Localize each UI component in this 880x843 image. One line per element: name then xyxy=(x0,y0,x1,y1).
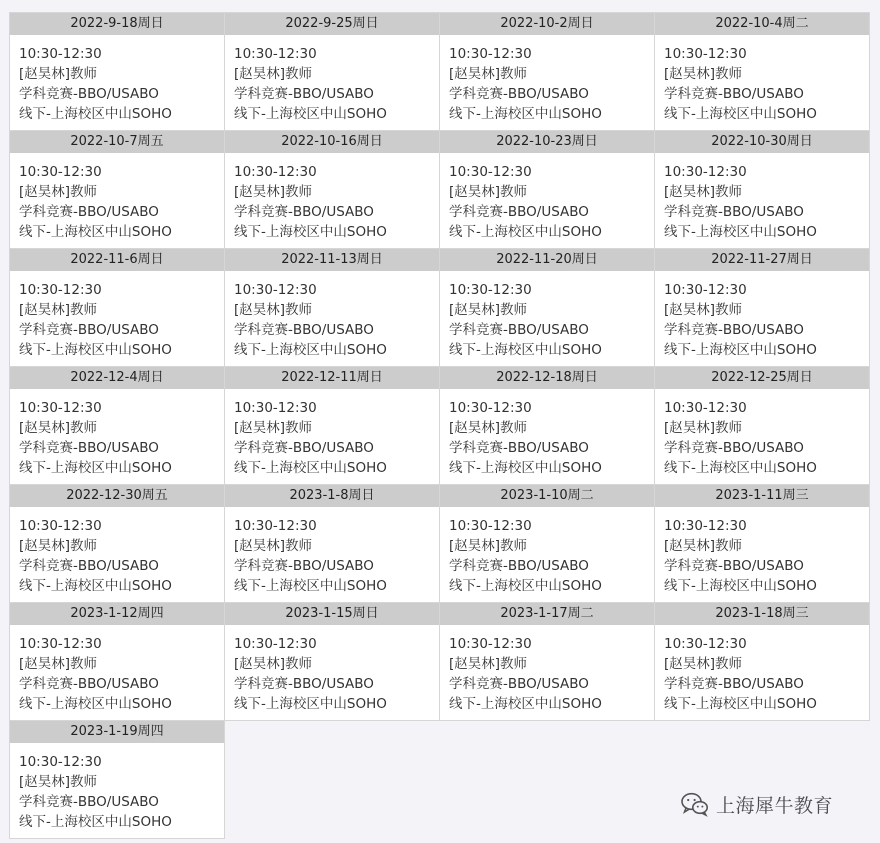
session-course: 学科竞赛-BBO/USABO xyxy=(19,204,159,220)
session-teacher: [赵昊林]教师 xyxy=(234,656,313,672)
session-details xyxy=(225,35,439,124)
schedule-cell xyxy=(224,484,440,603)
session-location: 线下-上海校区中山SOHO xyxy=(449,224,602,240)
schedule-cell xyxy=(439,484,655,603)
session-date: 2022-10-30周日 xyxy=(655,131,869,153)
session-location: 线下-上海校区中山SOHO xyxy=(449,696,602,712)
session-location: 线下-上海校区中山SOHO xyxy=(449,342,602,358)
session-date: 2022-12-25周日 xyxy=(655,367,869,389)
session-time: 10:30-12:30 xyxy=(19,282,102,298)
session-time: 10:30-12:30 xyxy=(664,164,747,180)
session-location: 线下-上海校区中山SOHO xyxy=(234,342,387,358)
session-time: 10:30-12:30 xyxy=(234,46,317,62)
session-date: 2022-12-18周日 xyxy=(440,367,654,389)
session-details xyxy=(655,153,869,242)
session-date: 2022-10-2周日 xyxy=(440,13,654,35)
schedule-cell xyxy=(654,484,870,603)
session-location: 线下-上海校区中山SOHO xyxy=(234,224,387,240)
session-details xyxy=(10,743,224,832)
session-time: 10:30-12:30 xyxy=(449,164,532,180)
session-teacher: [赵昊林]教师 xyxy=(19,184,98,200)
session-teacher: [赵昊林]教师 xyxy=(449,66,528,82)
session-details xyxy=(655,507,869,596)
session-course: 学科竞赛-BBO/USABO xyxy=(234,322,374,338)
session-date: 2023-1-17周二 xyxy=(440,603,654,625)
session-teacher: [赵昊林]教师 xyxy=(19,302,98,318)
session-date: 2023-1-8周日 xyxy=(225,485,439,507)
session-course: 学科竞赛-BBO/USABO xyxy=(449,440,589,456)
session-time: 10:30-12:30 xyxy=(234,282,317,298)
session-course: 学科竞赛-BBO/USABO xyxy=(19,322,159,338)
session-details xyxy=(225,389,439,478)
session-date: 2022-10-4周二 xyxy=(655,13,869,35)
session-time: 10:30-12:30 xyxy=(449,282,532,298)
session-teacher: [赵昊林]教师 xyxy=(449,302,528,318)
session-details xyxy=(440,389,654,478)
schedule-cell xyxy=(9,720,225,839)
session-details xyxy=(10,389,224,478)
session-course: 学科竞赛-BBO/USABO xyxy=(664,204,804,220)
session-location: 线下-上海校区中山SOHO xyxy=(19,342,172,358)
schedule-cell xyxy=(654,12,870,131)
session-location: 线下-上海校区中山SOHO xyxy=(19,224,172,240)
session-teacher: [赵昊林]教师 xyxy=(664,656,743,672)
session-details xyxy=(10,507,224,596)
session-location: 线下-上海校区中山SOHO xyxy=(664,342,817,358)
session-details xyxy=(655,389,869,478)
session-location: 线下-上海校区中山SOHO xyxy=(449,106,602,122)
session-course: 学科竞赛-BBO/USABO xyxy=(19,558,159,574)
session-teacher: [赵昊林]教师 xyxy=(19,656,98,672)
session-time: 10:30-12:30 xyxy=(19,400,102,416)
session-teacher: [赵昊林]教师 xyxy=(664,538,743,554)
session-time: 10:30-12:30 xyxy=(19,46,102,62)
session-date: 2022-11-13周日 xyxy=(225,249,439,271)
session-date: 2022-11-6周日 xyxy=(10,249,224,271)
session-teacher: [赵昊林]教师 xyxy=(449,184,528,200)
session-time: 10:30-12:30 xyxy=(664,46,747,62)
session-course: 学科竞赛-BBO/USABO xyxy=(449,322,589,338)
session-time: 10:30-12:30 xyxy=(664,282,747,298)
schedule-cell xyxy=(439,248,655,367)
session-date: 2022-11-27周日 xyxy=(655,249,869,271)
session-teacher: [赵昊林]教师 xyxy=(234,66,313,82)
schedule-cell xyxy=(9,248,225,367)
schedule-cell xyxy=(439,12,655,131)
session-teacher: [赵昊林]教师 xyxy=(19,538,98,554)
session-location: 线下-上海校区中山SOHO xyxy=(19,814,172,830)
session-date: 2022-12-4周日 xyxy=(10,367,224,389)
session-location: 线下-上海校区中山SOHO xyxy=(19,460,172,476)
session-teacher: [赵昊林]教师 xyxy=(234,302,313,318)
session-course: 学科竞赛-BBO/USABO xyxy=(234,86,374,102)
session-date: 2023-1-19周四 xyxy=(10,721,224,743)
schedule-cell xyxy=(654,130,870,249)
session-time: 10:30-12:30 xyxy=(664,518,747,534)
session-course: 学科竞赛-BBO/USABO xyxy=(19,440,159,456)
session-course: 学科竞赛-BBO/USABO xyxy=(19,676,159,692)
watermark-text: 上海犀牛教育 xyxy=(716,794,834,817)
session-details xyxy=(225,507,439,596)
schedule-cell xyxy=(9,484,225,603)
session-course: 学科竞赛-BBO/USABO xyxy=(449,676,589,692)
session-date: 2023-1-12周四 xyxy=(10,603,224,625)
session-course: 学科竞赛-BBO/USABO xyxy=(664,322,804,338)
session-date: 2022-9-25周日 xyxy=(225,13,439,35)
session-time: 10:30-12:30 xyxy=(234,518,317,534)
schedule-cell xyxy=(439,602,655,721)
session-teacher: [赵昊林]教师 xyxy=(19,66,98,82)
session-course: 学科竞赛-BBO/USABO xyxy=(449,204,589,220)
schedule-cell xyxy=(224,248,440,367)
session-course: 学科竞赛-BBO/USABO xyxy=(664,86,804,102)
session-teacher: [赵昊林]教师 xyxy=(664,66,743,82)
session-location: 线下-上海校区中山SOHO xyxy=(664,106,817,122)
schedule-cell xyxy=(224,602,440,721)
schedule-cell xyxy=(9,130,225,249)
session-location: 线下-上海校区中山SOHO xyxy=(664,578,817,594)
session-time: 10:30-12:30 xyxy=(449,46,532,62)
session-date: 2023-1-10周二 xyxy=(440,485,654,507)
schedule-cell xyxy=(654,366,870,485)
session-teacher: [赵昊林]教师 xyxy=(19,420,98,436)
session-course: 学科竞赛-BBO/USABO xyxy=(234,440,374,456)
session-date: 2022-9-18周日 xyxy=(10,13,224,35)
session-location: 线下-上海校区中山SOHO xyxy=(19,578,172,594)
session-date: 2023-1-15周日 xyxy=(225,603,439,625)
session-details xyxy=(10,153,224,242)
session-time: 10:30-12:30 xyxy=(234,636,317,652)
session-teacher: [赵昊林]教师 xyxy=(234,538,313,554)
session-course: 学科竞赛-BBO/USABO xyxy=(664,440,804,456)
session-course: 学科竞赛-BBO/USABO xyxy=(449,558,589,574)
session-location: 线下-上海校区中山SOHO xyxy=(234,106,387,122)
session-date: 2022-12-11周日 xyxy=(225,367,439,389)
schedule-cell xyxy=(439,130,655,249)
session-details xyxy=(225,625,439,714)
session-details xyxy=(440,35,654,124)
session-location: 线下-上海校区中山SOHO xyxy=(234,460,387,476)
session-location: 线下-上海校区中山SOHO xyxy=(664,460,817,476)
session-teacher: [赵昊林]教师 xyxy=(19,774,98,790)
session-time: 10:30-12:30 xyxy=(19,518,102,534)
session-teacher: [赵昊林]教师 xyxy=(234,420,313,436)
session-teacher: [赵昊林]教师 xyxy=(664,302,743,318)
wechat-icon xyxy=(680,791,710,817)
session-time: 10:30-12:30 xyxy=(664,400,747,416)
session-teacher: [赵昊林]教师 xyxy=(449,656,528,672)
session-time: 10:30-12:30 xyxy=(449,636,532,652)
session-location: 线下-上海校区中山SOHO xyxy=(19,106,172,122)
session-date: 2022-10-7周五 xyxy=(10,131,224,153)
session-course: 学科竞赛-BBO/USABO xyxy=(664,676,804,692)
session-details xyxy=(655,625,869,714)
session-teacher: [赵昊林]教师 xyxy=(449,538,528,554)
session-date: 2022-10-16周日 xyxy=(225,131,439,153)
session-course: 学科竞赛-BBO/USABO xyxy=(19,86,159,102)
session-course: 学科竞赛-BBO/USABO xyxy=(19,794,159,810)
session-details xyxy=(225,153,439,242)
schedule-cell xyxy=(9,602,225,721)
session-details xyxy=(225,271,439,360)
session-time: 10:30-12:30 xyxy=(449,518,532,534)
schedule-cell xyxy=(224,130,440,249)
schedule-cell xyxy=(654,248,870,367)
schedule-cell xyxy=(654,602,870,721)
session-time: 10:30-12:30 xyxy=(234,164,317,180)
session-teacher: [赵昊林]教师 xyxy=(234,184,313,200)
watermark xyxy=(680,790,833,818)
schedule-grid xyxy=(9,12,869,838)
session-time: 10:30-12:30 xyxy=(449,400,532,416)
schedule-cell xyxy=(439,366,655,485)
session-details xyxy=(10,271,224,360)
session-details xyxy=(655,35,869,124)
schedule-cell xyxy=(224,366,440,485)
session-details xyxy=(10,625,224,714)
schedule-cell xyxy=(224,12,440,131)
session-details xyxy=(440,625,654,714)
session-location: 线下-上海校区中山SOHO xyxy=(19,696,172,712)
schedule-cell xyxy=(9,366,225,485)
session-teacher: [赵昊林]教师 xyxy=(664,420,743,436)
session-location: 线下-上海校区中山SOHO xyxy=(449,460,602,476)
session-date: 2023-1-11周三 xyxy=(655,485,869,507)
session-location: 线下-上海校区中山SOHO xyxy=(234,696,387,712)
session-course: 学科竞赛-BBO/USABO xyxy=(664,558,804,574)
session-course: 学科竞赛-BBO/USABO xyxy=(234,676,374,692)
session-date: 2022-10-23周日 xyxy=(440,131,654,153)
session-location: 线下-上海校区中山SOHO xyxy=(234,578,387,594)
session-course: 学科竞赛-BBO/USABO xyxy=(449,86,589,102)
session-details xyxy=(10,35,224,124)
session-course: 学科竞赛-BBO/USABO xyxy=(234,558,374,574)
session-details xyxy=(440,153,654,242)
session-time: 10:30-12:30 xyxy=(19,164,102,180)
session-time: 10:30-12:30 xyxy=(234,400,317,416)
session-location: 线下-上海校区中山SOHO xyxy=(664,224,817,240)
session-time: 10:30-12:30 xyxy=(19,754,102,770)
session-teacher: [赵昊林]教师 xyxy=(449,420,528,436)
session-location: 线下-上海校区中山SOHO xyxy=(664,696,817,712)
session-date: 2022-11-20周日 xyxy=(440,249,654,271)
session-details xyxy=(655,271,869,360)
session-teacher: [赵昊林]教师 xyxy=(664,184,743,200)
session-time: 10:30-12:30 xyxy=(19,636,102,652)
session-course: 学科竞赛-BBO/USABO xyxy=(234,204,374,220)
session-details xyxy=(440,507,654,596)
schedule-cell xyxy=(9,12,225,131)
session-date: 2023-1-18周三 xyxy=(655,603,869,625)
session-date: 2022-12-30周五 xyxy=(10,485,224,507)
session-details xyxy=(440,271,654,360)
session-time: 10:30-12:30 xyxy=(664,636,747,652)
session-location: 线下-上海校区中山SOHO xyxy=(449,578,602,594)
